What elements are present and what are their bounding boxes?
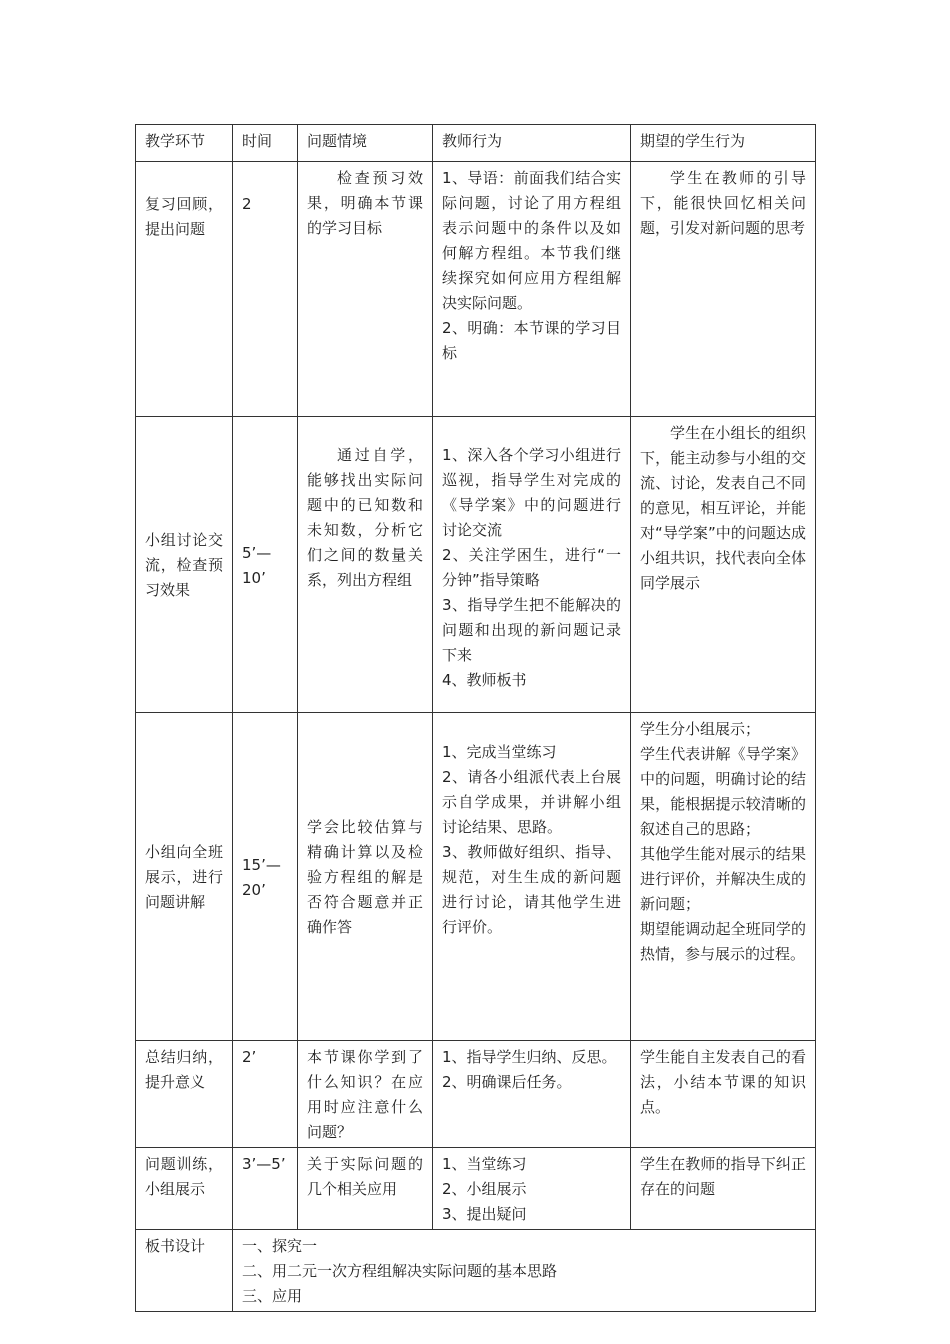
- table-row: [136, 1041, 816, 1148]
- situation-cell: 检查预习效果，明确本节课的学习目标: [298, 162, 433, 417]
- header-teacher: 教师行为: [433, 125, 631, 162]
- teacher-item: 2、关注学困生，进行“一分钟”指导策略: [442, 546, 621, 589]
- teacher-item: 2、明确：本节课的学习目标: [442, 319, 621, 362]
- table-row: [136, 162, 816, 417]
- time-cell: 5’—10’: [233, 417, 298, 713]
- board-line: 一、探究一: [242, 1237, 318, 1255]
- time-cell: 2: [233, 162, 298, 417]
- table-header-row: [136, 125, 816, 162]
- teacher-item: 1、深入各个学习小组进行巡视，指导学生对完成的《导学案》中的问题进行讨论交流: [442, 446, 621, 539]
- teacher-cell: [433, 162, 631, 417]
- student-cell: 学生在教师的引导下，能很快回忆相关问题，引发对新问题的思考: [631, 162, 816, 417]
- header-situation: 问题情境: [298, 125, 433, 162]
- stage-cell: 复习回顾，提出问题: [136, 162, 233, 417]
- header-time: 时间: [233, 125, 298, 162]
- situation-cell: 学会比较估算与精确计算以及检验方程组的解是否符合题意并正确作答: [298, 713, 433, 1041]
- teacher-item: 3、教师做好组织、指导、规范，对生生成的新问题进行讨论，请其他学生进行评价。: [442, 843, 621, 936]
- teacher-cell: [433, 1148, 631, 1230]
- teacher-item: 1、指导学生归纳、反思。: [442, 1048, 617, 1066]
- time-cell: 2’: [233, 1041, 298, 1148]
- teacher-item: 2、小组展示: [442, 1180, 527, 1198]
- teacher-item: 2、明确课后任务。: [442, 1073, 572, 1091]
- situation-cell: 本节课你学到了什么知识？在应用时应注意什么问题？: [298, 1041, 433, 1148]
- situation-cell: 关于实际问题的几个相关应用: [298, 1148, 433, 1230]
- header-student: 期望的学生行为: [631, 125, 816, 162]
- board-line: 三、应用: [242, 1287, 303, 1305]
- time-cell: 15’—20’: [233, 713, 298, 1041]
- stage-cell: 总结归纳，提升意义: [136, 1041, 233, 1148]
- teacher-item: 1、当堂练习: [442, 1155, 527, 1173]
- table-row: [136, 1148, 816, 1230]
- student-item: 其他学生能对展示的结果进行评价，并解决生成的新问题；: [640, 845, 806, 913]
- stage-cell: 问题训练，小组展示: [136, 1148, 233, 1230]
- student-item: 学生分小组展示；: [640, 720, 761, 738]
- table-row: [136, 713, 816, 1041]
- stage-cell: 小组向全班展示，进行问题讲解: [136, 713, 233, 1041]
- board-design-row: [136, 1230, 816, 1312]
- student-item: 期望能调动起全班同学的热情，参与展示的过程。: [640, 920, 806, 963]
- time-cell: 3’—5’: [233, 1148, 298, 1230]
- student-cell: 学生在小组长的组织下，能主动参与小组的交流、讨论，发表自己不同的意见，相互评论，并能对“导学案”中的问题达成小组共识，找代表向全体同学展示: [631, 417, 816, 713]
- board-content: [233, 1230, 816, 1312]
- teacher-item: 1、导语：前面我们结合实际问题，讨论了用方程组表示问题中的条件以及如何解方程组。本节我们继续探究如何应用方程组解决实际问题。: [442, 169, 621, 312]
- board-line: 二、用二元一次方程组解决实际问题的基本思路: [242, 1262, 558, 1280]
- teacher-item: 1、完成当堂练习: [442, 743, 557, 761]
- student-item: 学生代表讲解《导学案》中的问题，明确讨论的结果，能根据提示较清晰的叙述自己的思路；: [640, 745, 806, 838]
- header-stage: 教学环节: [136, 125, 233, 162]
- student-cell: 学生在教师的指导下纠正存在的问题: [631, 1148, 816, 1230]
- situation-cell: 通过自学，能够找出实际问题中的已知数和未知数，分析它们之间的数量关系，列出方程组: [298, 417, 433, 713]
- teacher-item: 2、请各小组派代表上台展示自学成果，并讲解小组讨论结果、思路。: [442, 768, 621, 836]
- teacher-cell: [433, 713, 631, 1041]
- board-label: 板书设计: [136, 1230, 233, 1312]
- table-row: [136, 417, 816, 713]
- teacher-item: 3、提出疑问: [442, 1205, 527, 1223]
- teacher-cell: [433, 417, 631, 713]
- teacher-item: 3、指导学生把不能解决的问题和出现的新问题记录下来: [442, 596, 621, 664]
- stage-cell: 小组讨论交流，检查预习效果: [136, 417, 233, 713]
- teacher-item: 4、教师板书: [442, 671, 527, 689]
- student-cell: 学生能自主发表自己的看法，小结本节课的知识点。: [631, 1041, 816, 1148]
- lesson-plan-table: [135, 124, 816, 1312]
- teacher-cell: [433, 1041, 631, 1148]
- student-cell: [631, 713, 816, 1041]
